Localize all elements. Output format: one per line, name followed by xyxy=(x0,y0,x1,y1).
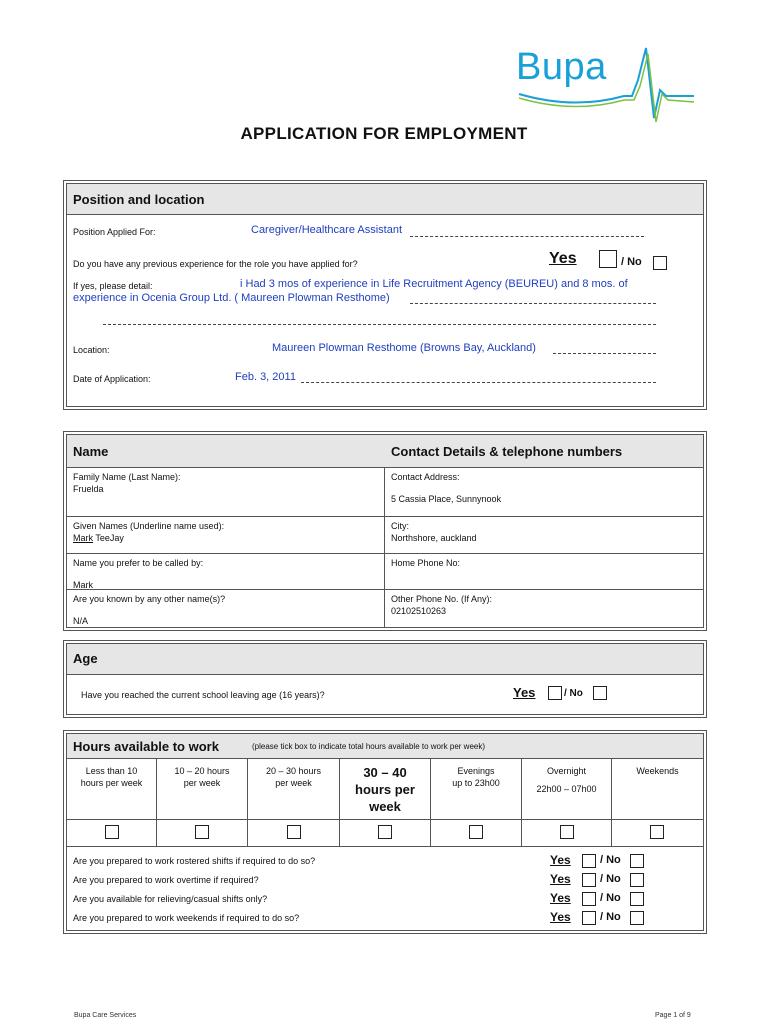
page-title: APPLICATION FOR EMPLOYMENT xyxy=(240,124,528,143)
weekends-question: Are you prepared to work weekends if required to do so? xyxy=(73,913,300,923)
weekends-no-label: / No xyxy=(600,911,621,923)
given-names-cell xyxy=(67,517,385,554)
hours-note: (please tick box to indicate total hours available to work per week) xyxy=(252,742,486,751)
hours-weekends-checkbox[interactable] xyxy=(650,825,664,839)
relieving-yes-checkbox[interactable] xyxy=(582,892,596,906)
hours-col-30-40 xyxy=(340,759,431,819)
rostered-yes-label: Yes xyxy=(550,853,571,867)
position-heading: Position and location xyxy=(73,192,205,207)
other-names-value: N/A xyxy=(73,616,89,626)
other-phone-cell xyxy=(385,590,703,627)
hours-chk-cell-7 xyxy=(612,820,703,846)
hours-chk-cell-5 xyxy=(431,820,522,846)
name-contact-section xyxy=(66,434,704,628)
family-name-label: Family Name (Last Name): xyxy=(73,472,181,482)
hours-columns-row xyxy=(67,759,703,820)
position-header xyxy=(67,184,703,215)
other-phone-value: 02102510263 xyxy=(391,606,447,616)
age-yes-checkbox[interactable] xyxy=(548,686,562,700)
hours-chk-cell-2 xyxy=(157,820,248,846)
experience-yes-checkbox[interactable] xyxy=(599,250,617,268)
position-applied-label: Position Applied For: xyxy=(73,227,156,237)
relieving-yes-label: Yes xyxy=(550,891,571,905)
hours-col-10-20 xyxy=(157,759,248,819)
hours-col-lt10-line1: Less than 10 xyxy=(85,766,138,776)
heartbeat-icon xyxy=(514,40,699,132)
hours-10-20-checkbox[interactable] xyxy=(195,825,209,839)
hours-chk-cell-6 xyxy=(522,820,612,846)
age-header xyxy=(67,644,703,675)
rostered-no-checkbox[interactable] xyxy=(630,854,644,868)
overtime-question: Are you prepared to work overtime if required? xyxy=(73,875,259,885)
overtime-yes-checkbox[interactable] xyxy=(582,873,596,887)
family-name-cell xyxy=(67,468,385,517)
hours-col-overnight-line1: Overnight xyxy=(546,766,587,776)
age-question: Have you reached the current school leaving age (16 years)? xyxy=(81,690,325,700)
hours-heading: Hours available to work xyxy=(73,739,219,754)
given-name-rest: TeeJay xyxy=(93,533,124,543)
location-label: Location: xyxy=(73,345,110,355)
name-heading: Name xyxy=(73,444,109,459)
hours-checkbox-row xyxy=(67,820,703,847)
hours-col-evenings-line2: up to 23h00 xyxy=(452,778,500,788)
logo-text: Bupa xyxy=(516,46,607,88)
hours-col-20-30 xyxy=(248,759,340,819)
rostered-shifts-question: Are you prepared to work rostered shifts if required to do so? xyxy=(73,856,316,866)
address-cell xyxy=(385,468,703,517)
home-phone-cell xyxy=(385,554,703,590)
date-label: Date of Application: xyxy=(73,374,151,384)
city-cell xyxy=(385,517,703,554)
date-value: Feb. 3, 2011 xyxy=(235,371,296,383)
hours-overnight-checkbox[interactable] xyxy=(560,825,574,839)
home-phone-label: Home Phone No: xyxy=(391,558,461,568)
given-name-used: Mark xyxy=(73,533,93,543)
preferred-name-value: Mark xyxy=(73,580,93,590)
overtime-yes-label: Yes xyxy=(550,872,571,886)
hours-header xyxy=(67,734,703,759)
hours-section xyxy=(66,733,704,931)
location-value: Maureen Plowman Resthome (Browns Bay, Auckland) xyxy=(272,342,536,354)
address-value: 5 Cassia Place, Sunnynook xyxy=(391,494,502,504)
hours-30-40-checkbox[interactable] xyxy=(378,825,392,839)
relieving-no-label: / No xyxy=(600,892,621,904)
hours-col-30-40-line3: week xyxy=(369,799,401,814)
hours-col-20-30-line2: per week xyxy=(275,778,312,788)
position-applied-value: Caregiver/Healthcare Assistant xyxy=(251,224,403,236)
hours-col-10-20-line2: per week xyxy=(183,778,221,788)
position-section xyxy=(66,183,704,407)
other-names-label: Are you known by any other name(s)? xyxy=(73,594,226,604)
other-phone-label: Other Phone No. (If Any): xyxy=(391,594,493,604)
experience-no-label: / No xyxy=(621,256,642,268)
weekends-yes-label: Yes xyxy=(550,910,571,924)
weekends-no-checkbox[interactable] xyxy=(630,911,644,925)
experience-yes-label: Yes xyxy=(549,250,577,267)
relieving-question: Are you available for relieving/casual shifts only? xyxy=(73,894,268,904)
experience-no-checkbox[interactable] xyxy=(653,256,667,270)
city-label: City: xyxy=(391,521,409,531)
age-no-checkbox[interactable] xyxy=(593,686,607,700)
age-no-label: / No xyxy=(564,688,583,699)
name-contact-header xyxy=(67,435,703,468)
preferred-name-label: Name you prefer to be called by: xyxy=(73,558,204,568)
hours-evenings-checkbox[interactable] xyxy=(469,825,483,839)
family-name-value: Fruelda xyxy=(73,484,104,494)
hours-col-10-20-line1: 10 – 20 hours xyxy=(174,766,230,776)
experience-question: Do you have any previous experience for the role you have applied for? xyxy=(73,259,358,269)
age-section xyxy=(66,643,704,715)
hours-col-weekends-line1: Weekends xyxy=(636,766,679,776)
rostered-yes-checkbox[interactable] xyxy=(582,854,596,868)
detail-line-1: i Had 3 mos of experience in Life Recruitment Agency (BEUREU) and 8 mos. of xyxy=(240,278,628,290)
hours-col-overnight xyxy=(522,759,612,819)
hours-col-overnight-line2: 22h00 – 07h00 xyxy=(536,784,597,794)
rostered-no-label: / No xyxy=(600,854,621,866)
hours-chk-cell-3 xyxy=(248,820,340,846)
hours-col-weekends xyxy=(612,759,703,819)
bupa-logo xyxy=(514,40,699,132)
overtime-no-checkbox[interactable] xyxy=(630,873,644,887)
hours-col-lt10-line2: hours per week xyxy=(80,778,143,788)
hours-col-evenings xyxy=(431,759,522,819)
detail-line-2: experience in Ocenia Group Ltd. ( Maureen Plowman Resthome) xyxy=(73,292,390,304)
detail-label: If yes, please detail: xyxy=(73,281,153,291)
preferred-name-cell xyxy=(67,554,385,590)
hours-20-30-checkbox[interactable] xyxy=(287,825,301,839)
hours-col-20-30-line1: 20 – 30 hours xyxy=(265,766,322,776)
other-names-cell xyxy=(67,590,385,627)
weekends-yes-checkbox[interactable] xyxy=(582,911,596,925)
city-value: Northshore, auckland xyxy=(391,533,477,543)
hours-col-lt10 xyxy=(67,759,157,819)
hours-col-30-40-line2: hours per xyxy=(355,782,415,797)
relieving-no-checkbox[interactable] xyxy=(630,892,644,906)
hours-col-30-40-line1: 30 – 40 xyxy=(363,765,407,780)
hours-chk-cell-4 xyxy=(340,820,431,846)
contact-heading: Contact Details & telephone numbers xyxy=(391,444,623,459)
hours-col-evenings-line1: Evenings xyxy=(457,766,495,776)
address-label: Contact Address: xyxy=(391,472,460,482)
age-heading: Age xyxy=(73,651,98,666)
overtime-no-label: / No xyxy=(600,873,621,885)
hours-chk-cell-1 xyxy=(67,820,157,846)
hours-lt10-checkbox[interactable] xyxy=(105,825,119,839)
age-yes-label: Yes xyxy=(513,685,536,700)
footer-left: Bupa Care Services xyxy=(74,1012,137,1019)
footer-right: Page 1 of 9 xyxy=(655,1012,691,1019)
given-names-label: Given Names (Underline name used): xyxy=(73,521,225,531)
